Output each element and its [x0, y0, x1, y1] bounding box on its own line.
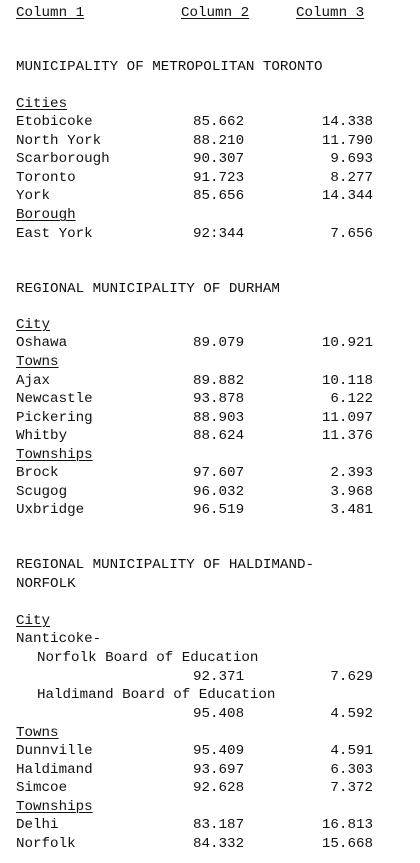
row-col2: 91.723 [193, 170, 245, 186]
row-col2: 85.662 [193, 114, 245, 130]
row-col3: 14.338 [321, 114, 373, 130]
row-col3: 14.344 [321, 188, 373, 204]
column-3-header: Column 3 [296, 5, 365, 21]
city-label: City [16, 613, 51, 629]
row-col3: 11.790 [321, 133, 373, 149]
row-col3: 4.591 [330, 743, 373, 759]
row-col2: 95.408 [193, 706, 245, 722]
row-name: Ajax [16, 373, 51, 389]
row-col2: 88.210 [193, 133, 245, 149]
townships-label: Townships [16, 799, 93, 815]
row-name: Haldimand [16, 762, 93, 778]
row-name: Brock [16, 465, 59, 481]
row-name: Scugog [16, 484, 68, 500]
row-col2: 88.903 [193, 410, 245, 426]
norfolk-board-label: Norfolk Board of Education [37, 650, 259, 666]
section-title-haldimand-cont: NORFOLK [16, 576, 76, 592]
cities-label: Cities [16, 96, 68, 112]
row-name: Dunnville [16, 743, 93, 759]
row-col2: 83.187 [193, 817, 245, 833]
column-1-header: Column 1 [16, 5, 85, 21]
row-col3: 4.592 [330, 706, 373, 722]
row-col2: 84.332 [193, 836, 245, 852]
borough-label: Borough [16, 207, 76, 223]
row-col2: 96.032 [193, 484, 245, 500]
row-name: Newcastle [16, 391, 93, 407]
section-title-toronto: MUNICIPALITY OF METROPOLITAN TORONTO [16, 59, 323, 75]
city-label: City [16, 317, 51, 333]
row-col2: 92:344 [193, 226, 245, 242]
haldimand-board-label: Haldimand Board of Education [37, 687, 276, 703]
row-col3: 8.277 [330, 170, 373, 186]
row-col3: 7.656 [330, 226, 373, 242]
row-col2: 85.656 [193, 188, 245, 204]
row-col3: 11.097 [321, 410, 373, 426]
row-name: Norfolk [16, 836, 76, 852]
row-col3: 3.968 [330, 484, 373, 500]
towns-label: Towns [16, 725, 59, 741]
row-name: Whitby [16, 428, 68, 444]
row-col2: 95.409 [193, 743, 245, 759]
row-name: Uxbridge [16, 502, 85, 518]
section-title-haldimand: REGIONAL MUNICIPALITY OF HALDIMAND- [16, 557, 314, 573]
row-name: York [16, 188, 51, 204]
row-name: Pickering [16, 410, 93, 426]
section-title-durham: REGIONAL MUNICIPALITY OF DURHAM [16, 281, 280, 297]
row-col2: 93.697 [193, 762, 245, 778]
row-name: Toronto [16, 170, 76, 186]
row-name: Delhi [16, 817, 59, 833]
row-col3: 7.629 [330, 669, 373, 685]
row-name: Etobicoke [16, 114, 93, 130]
row-col2: 92.628 [193, 780, 245, 796]
row-col2: 88.624 [193, 428, 245, 444]
row-col2: 93.878 [193, 391, 245, 407]
row-col3: 15.668 [321, 836, 373, 852]
row-col2: 92.371 [193, 669, 245, 685]
nanticoke-label: Nanticoke- [16, 631, 102, 647]
towns-label: Towns [16, 354, 59, 370]
row-col3: 6.122 [330, 391, 373, 407]
townships-label: Townships [16, 447, 93, 463]
row-col3: 16.813 [321, 817, 373, 833]
row-col3: 11.376 [321, 428, 373, 444]
row-col2: 97.607 [193, 465, 245, 481]
row-name: Simcoe [16, 780, 68, 796]
row-col3: 6.303 [330, 762, 373, 778]
row-col2: 90.307 [193, 151, 245, 167]
row-name: Scarborough [16, 151, 110, 167]
row-col2: 89.882 [193, 373, 245, 389]
row-col2: 96.519 [193, 502, 245, 518]
row-col3: 2.393 [330, 465, 373, 481]
row-col3: 10.118 [321, 373, 373, 389]
row-name: North York [16, 133, 102, 149]
row-col2: 89.079 [193, 335, 245, 351]
row-col3: 7.372 [330, 780, 373, 796]
row-name: Oshawa [16, 335, 68, 351]
column-2-header: Column 2 [181, 5, 250, 21]
row-col3: 10.921 [321, 335, 373, 351]
row-col3: 3.481 [330, 502, 373, 518]
row-col3: 9.693 [330, 151, 373, 167]
row-name: East York [16, 226, 93, 242]
